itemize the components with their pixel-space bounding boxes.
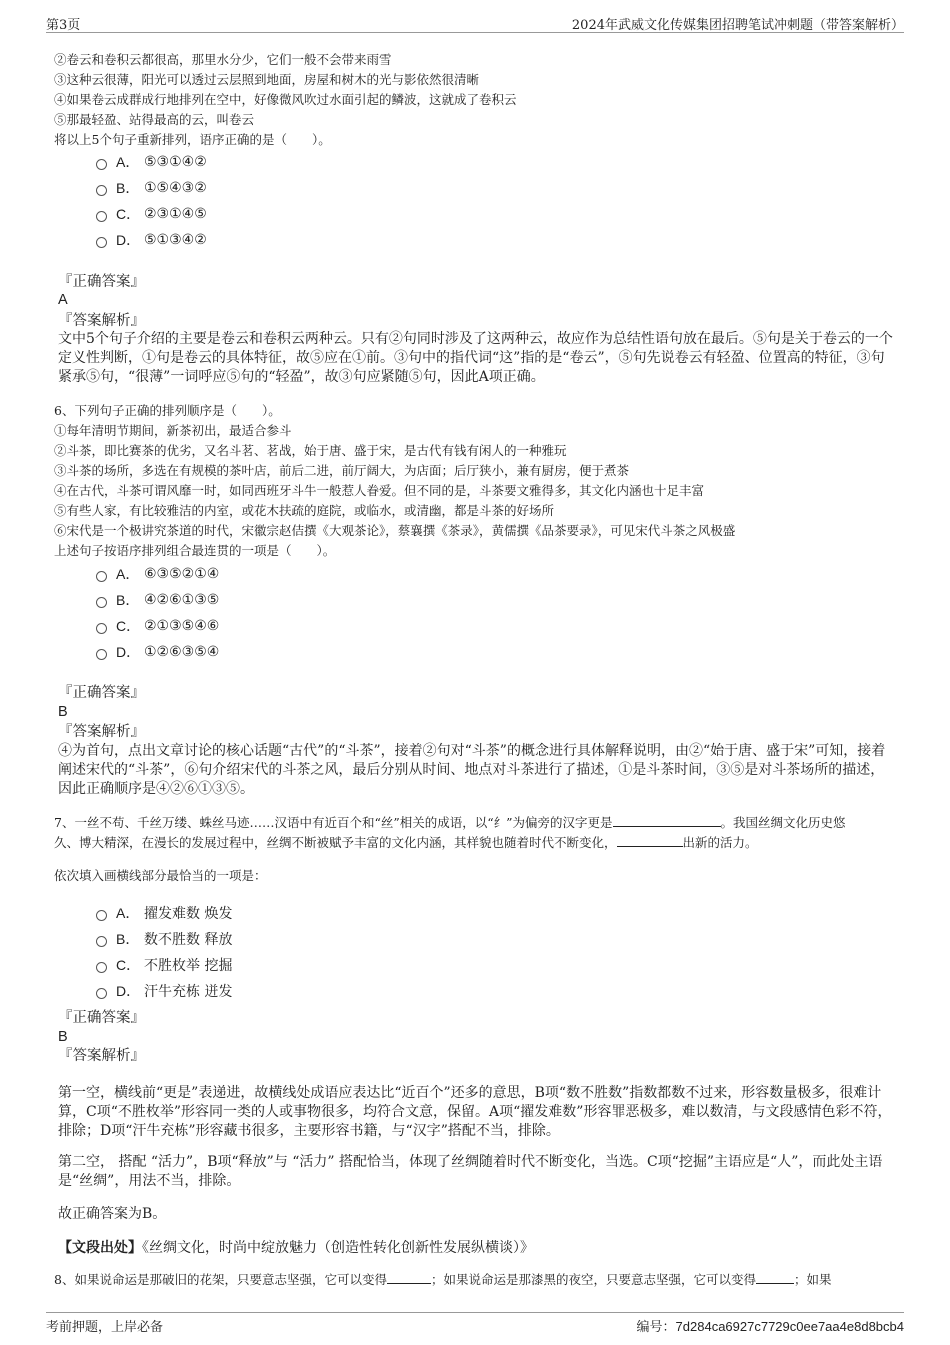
q7-answer-label: 『正确答案』: [58, 1010, 145, 1026]
radio-icon[interactable]: [96, 211, 107, 222]
q6-line: ⑥宋代是一个极讲究茶道的时代，宋徽宗赵佶撰《大观茶论》，蔡襄撰《茶录》，黄儒撰《品茶要录》，可见宋代斗茶之风极盛: [54, 523, 736, 538]
radio-icon[interactable]: [96, 237, 107, 248]
radio-icon[interactable]: [96, 597, 107, 608]
q7-instruction: 依次填入画横线部分最恰当的一项是：: [54, 868, 267, 883]
q7-analysis-label: 『答案解析』: [58, 1048, 145, 1064]
q7-source: 【文段出处】《丝绸文化，时尚中绽放魅力（创造性转化创新性发展纵横谈）》: [58, 1240, 534, 1256]
q7-analysis-p2: 第二空， 搭配 “活力”，B项“释放”与 “活力” 搭配恰当，体现了丝绸随着时代不断变化，当选。C项“挖掘”主语应是“人”，而此处主语是“丝绸”，用法不当，排除。: [58, 1154, 883, 1189]
q5-answer-label: 『正确答案』: [58, 274, 145, 290]
radio-icon[interactable]: [96, 910, 107, 921]
q6-option-a[interactable]: A． ⑥③⑤②①④: [96, 564, 219, 584]
q7-option-a[interactable]: A． 擢发难数 焕发: [96, 903, 232, 923]
q5-option-b[interactable]: B． ①⑤④③②: [96, 178, 207, 198]
radio-icon[interactable]: [96, 988, 107, 999]
q5-analysis: 文中5个句子介绍的主要是卷云和卷积云两种云。只有②句同时涉及了这两种云，故应作为总结性语句放在最后。⑤句是关于卷云的一个定义性判断，①句是卷云的具体特征，故⑤应在①前。③句中的指代词“这”指的是“卷云”，⑤句先说卷云有轻盈、位置高的特征，③句紧承⑤句，“很薄”一词呼应⑤句的“轻盈”，故③句应紧随⑤句，因此A项正确。: [58, 331, 893, 385]
fill-blank[interactable]: [387, 1271, 431, 1284]
fill-blank[interactable]: [756, 1271, 794, 1284]
q7-option-b[interactable]: B． 数不胜数 释放: [96, 929, 232, 949]
q5-option-a[interactable]: A． ⑤③①④②: [96, 152, 207, 172]
radio-icon[interactable]: [96, 936, 107, 947]
q7-analysis-p1: 第一空，横线前“更是”表递进，故横线处成语应表达比“近百个”还多的意思，B项“数不胜数”指数都数不过来，形容数量极多，很难计算，C项“不胜枚举”形容同一类的人或事物很多，均符合文意，保留。A项“擢发难数”形容罪恶极多，难以数清，与文段感情色彩不符，排除；D项“汗牛充栋”形容藏书很多，主要形容书籍，与“汉字”搭配不当，排除。: [58, 1085, 892, 1139]
q6-answer: B: [58, 704, 68, 720]
q8-stem: 8、如果说命运是那破旧的花架，只要意志坚强，它可以变得 ；如果说命运是那漆黑的夜空，只要意志坚强，它可以变得 ；如果: [54, 1272, 832, 1287]
q5-line: ③这种云很薄，阳光可以透过云层照到地面，房屋和树木的光与影依然很清晰: [54, 72, 480, 87]
radio-icon[interactable]: [96, 185, 107, 196]
q5-line: ④如果卷云成群成行地排列在空中，好像微风吹过水面引起的鳞波，这就成了卷积云: [54, 92, 517, 107]
q6-answer-label: 『正确答案』: [58, 685, 145, 701]
document-title: 2024年武威文化传媒集团招聘笔试冲刺题（带答案解析）: [571, 18, 904, 33]
page-footer: [46, 1312, 904, 1337]
q5-line: ⑤那最轻盈、站得最高的云，叫卷云: [54, 112, 255, 127]
q6-line: ③斗茶的场所，多选在有规模的茶叶店，前后二进，前厅阔大，为店面；后厅狭小，兼有厨房，便于煮茶: [54, 463, 630, 478]
radio-icon[interactable]: [96, 159, 107, 170]
fill-blank-2[interactable]: [617, 834, 683, 847]
page-number: 第3页: [46, 18, 81, 33]
q5-analysis-label: 『答案解析』: [58, 313, 145, 329]
radio-icon[interactable]: [96, 623, 107, 634]
fill-blank-1[interactable]: [613, 814, 721, 827]
q7-option-c[interactable]: C． 不胜枚举 挖掘: [96, 955, 232, 975]
q5-answer: A: [58, 292, 68, 308]
q7-stem-line-1: 7、一丝不苟、千丝万缕、蛛丝马迹……汉语中有近百个和“丝”相关的成语，以“纟”为偏旁的汉字更是 。我国丝绸文化历史悠: [54, 815, 846, 830]
q7-stem-line-2: 久、博大精深，在漫长的发展过程中，丝绸不断被赋予丰富的文化内涵，其样貌也随着时代不断变化， 出新的活力。: [54, 835, 758, 850]
document-code: 编号：7d284ca6927c7729c0ee7aa4e8d8bcb4: [636, 1319, 904, 1335]
q6-stem: 6、下列句子正确的排列顺序是（ ）。: [54, 403, 281, 418]
q6-line: ②斗茶，即比赛茶的优劣，又名斗茗、茗战，始于唐、盛于宋，是古代有钱有闲人的一种雅玩: [54, 443, 567, 458]
q6-analysis-label: 『答案解析』: [58, 724, 145, 740]
q7-answer: B: [58, 1029, 68, 1045]
radio-icon[interactable]: [96, 649, 107, 660]
q7-option-d[interactable]: D． 汗牛充栋 迸发: [96, 981, 232, 1001]
q6-line: ④在古代，斗茶可谓风靡一时，如同西班牙斗牛一般惹人眷爱。但不同的是，斗茶要文雅得多，其文化内涵也十足丰富: [54, 483, 705, 498]
q5-option-c[interactable]: C． ②③①④⑤: [96, 204, 207, 224]
q6-analysis: ④为首句，点出文章讨论的核心话题“古代”的“斗茶”，接着②句对“斗茶”的概念进行具体解释说明，由②“始于唐、盛于宋”可知，接着阐述宋代的“斗茶”，⑥句介绍宋代的斗茶之风，最后分别从时间、地点对斗茶进行了描述，①是斗茶时间，③⑤是对斗茶场所的描述，因此正确顺序是④②⑥①③⑤。: [58, 743, 886, 797]
q6-prompt: 上述句子按语序排列组合最连贯的一项是（ ）。: [54, 543, 336, 558]
page-header: [46, 8, 904, 33]
q6-option-d[interactable]: D． ①②⑥③⑤④: [96, 642, 219, 662]
q6-option-b[interactable]: B． ④②⑥①③⑤: [96, 590, 219, 610]
q6-line: ①每年清明节期间，新茶初出，最适合参斗: [54, 423, 292, 438]
q5-option-d[interactable]: D． ⑤①③④②: [96, 230, 207, 250]
q5-prompt: 将以上5个句子重新排列，语序正确的是（ ）。: [54, 132, 331, 147]
footer-slogan: 考前押题，上岸必备: [46, 1320, 164, 1335]
q6-option-c[interactable]: C． ②①③⑤④⑥: [96, 616, 219, 636]
q5-line: ②卷云和卷积云都很高，那里水分少，它们一般不会带来雨雪: [54, 52, 392, 67]
q7-analysis-p3: 故正确答案为B。: [58, 1206, 167, 1222]
radio-icon[interactable]: [96, 571, 107, 582]
radio-icon[interactable]: [96, 962, 107, 973]
q6-line: ⑤有些人家，有比较雅洁的内室，或花木扶疏的庭院，或临水，或清幽，都是斗茶的好场所: [54, 503, 555, 518]
